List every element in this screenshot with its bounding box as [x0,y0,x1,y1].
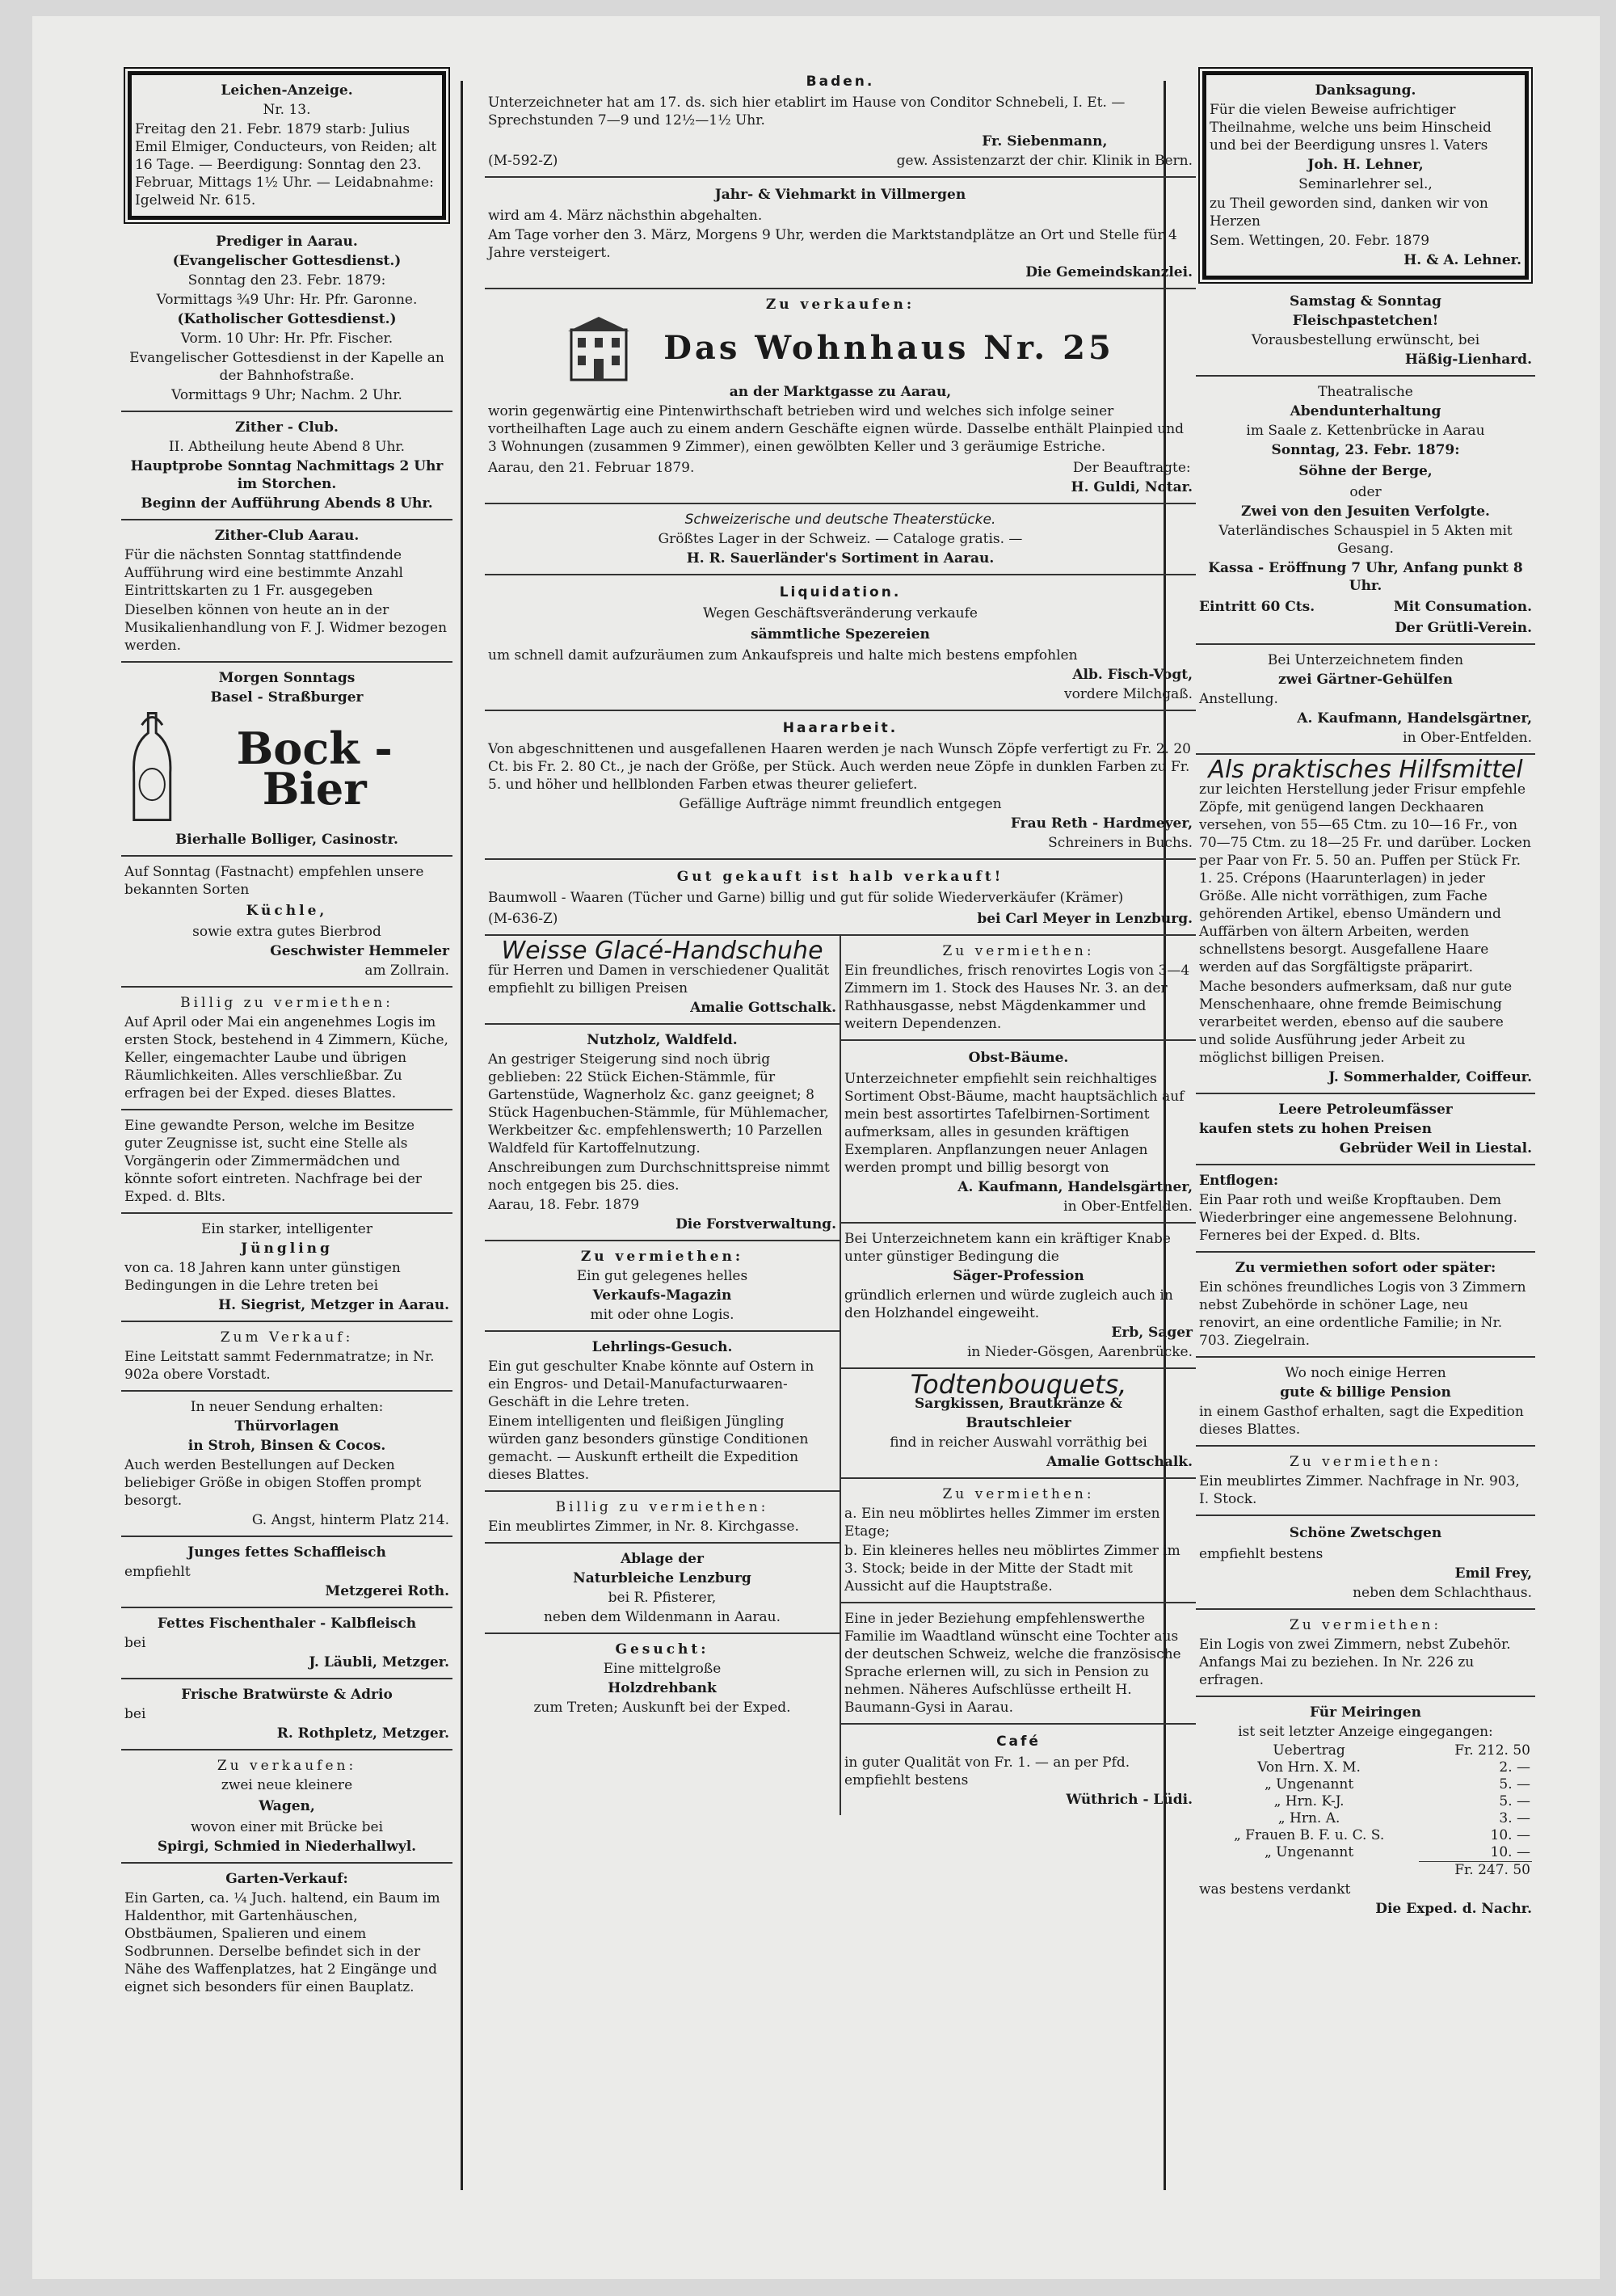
ad-bratwuerste [121,1679,452,1750]
ad-date: Sem. Wettingen, 20. Febr. 1879 [1210,233,1430,249]
ad-title: Weisse Glacé-Handschuhe [501,937,823,965]
ad-signature: Die Gemeindskanzlei. [1025,264,1193,280]
ad-text: find in reicher Auswahl vorräthig bei [890,1434,1147,1451]
ad-title: Fleischpastetchen! [1292,313,1439,329]
ad-date: Aarau, 18. Febr. 1879 [488,1197,640,1213]
ad-title: Entflogen: [1199,1173,1279,1189]
ad-line: H. R. Sauerländer's Sortiment in Aarau. [686,550,995,567]
ad-glace-handschuhe [485,936,840,1025]
ad-title: Jüngling [241,1241,333,1257]
ad-line: Evangelischer Gottesdienst in der Kapelle an der Bahnhofstraße. [129,350,444,384]
center-subcolumn-a [485,936,841,1815]
ad-signature: Amalie Gottschalk. [1046,1454,1193,1470]
ad-text: in guter Qualität von Fr. 1. — an per Pfd. empfiehlt bestens [844,1755,1130,1788]
ad-text: Unterzeichneter empfiehlt sein reichhaltiges Sortiment Obst-Bäume, macht hauptsächlich auf mein best assortirtes Tafelbirnen-Sortiment aufmerksam, alles in gesunden kräftigen Exemplaren. Anpflanzungen neuer Anlagen werden prompt und billig besorgt von [844,1071,1185,1176]
table-cell: Fr. 212. 50 [1454,1742,1530,1759]
ad-garten-verkauf [121,1864,452,2003]
ad-text: zu Theil geworden sind, danken wir von Herzen [1210,196,1488,230]
center-column [485,65,1196,1815]
ad-title: Thürvorlagen [234,1418,339,1434]
ad-fleischpastetchen [1196,286,1535,377]
ad-line: neben dem Wildenmann in Aarau. [543,1609,781,1625]
table-cell: 3. — [1499,1810,1530,1826]
ad-zimmer-903 [1196,1447,1535,1516]
ad-petroleumfaesser [1196,1094,1535,1165]
ad-hilfsmittel [1196,755,1535,1094]
table-cell: „ Hrn. K-J. [1273,1793,1345,1809]
ad-text: Ein Garten, ca. ¼ Juch. haltend, ein Baum im Haldenthor, mit Gartenhäuschen, Obstbäumen, Spalieren und einem Sodbrunnen. Derselbe befindet sich in der Nähe des Waffenplatzes, hat 2 Eingänge und eignet sich besonders für einen Bauplatz. [124,1890,440,1995]
ad-text: Eine in jeder Beziehung empfehlenswerthe Familie im Waadtland wünscht eine Tochter aus der deutschen Schweiz, welche die französische Sprache erlernen will, zu sich in Pension zu nehmen. Näheres Aufschlüsse ertheilt H. Baumann-Gysi in Aarau. [844,1611,1181,1716]
table-cell: 5. — [1499,1776,1530,1793]
ad-title: Schöne Zwetschgen [1289,1525,1442,1541]
ad-text: für Herren und Damen in verschiedener Qualität empfiehlt zu billigen Preisen [488,963,830,996]
ad-line: Metzgerei Roth. [325,1583,449,1599]
ad-title: Nutzholz, Waldfeld. [587,1032,738,1048]
ad-line: bei [124,1635,146,1651]
ad-line: Mit Consumation. [1393,599,1532,615]
ad-line: gew. Assistenzarzt der chir. Klinik in Bern. [896,153,1193,169]
ad-line: Hauptprobe Sonntag Nachmittags 2 Uhr im Storchen. [130,458,444,492]
ad-bock-bier [121,663,452,857]
ad-text: Eine gewandte Person, welche im Besitze guter Zeugnisse ist, sucht eine Stelle als Vorgängerin oder Zimmermädchen und könnte sofort eintreten. Nachfrage bei der Exped. d. Blts. [124,1118,422,1205]
ad-text: Ein gut geschulter Knabe könnte auf Ostern in ein Engros- und Detail-Manufacturwaaren-Geschäft in die Lehre treten. [488,1359,814,1410]
ad-title: Bock - Bier [236,723,393,815]
ad-text: Ein meublirtes Zimmer. Nachfrage in Nr. 903, I. Stock. [1199,1473,1520,1507]
ad-danksagung [1202,71,1529,280]
ad-line: Vormittags ¾9 Uhr: Hr. Pfr. Garonne. [156,292,418,308]
ad-naturbleiche [485,1544,840,1634]
ad-code: (M-592-Z) [488,153,558,169]
table-row [1199,1776,1532,1793]
ad-line: zwei neue kleinere [221,1777,353,1793]
ad-verkaufs-magazin [485,1241,840,1332]
ad-subtitle: Nr. 13. [263,102,311,118]
ad-signature: J. Sommerhalder, Coiffeur. [1328,1069,1532,1085]
ad-title: Verkaufs-Magazin [592,1287,732,1304]
ad-text: b. Ein kleineres helles neu möblirtes Zimmer im 3. Stock; beide in der Mitte der Stadt mit Aussicht auf die Hauptstraße. [844,1543,1180,1595]
ad-line: vordere Milchgaß. [1063,686,1193,702]
ad-line: Gesucht: [615,1641,709,1658]
ad-line: kaufen stets zu hohen Preisen [1199,1121,1432,1137]
ad-line: Kassa - Eröffnung 7 Uhr, Anfang punkt 8 Uhr. [1208,560,1523,594]
ad-line: sämmtliche Spezereien [751,626,930,642]
ad-title: Zu vermiethen: [1289,1617,1442,1633]
ad-text: Bei Unterzeichnetem kann ein kräftiger Knabe unter günstiger Bedingung die [844,1231,1171,1265]
ad-text: Ein Paar roth und weiße Kropftauben. Dem Wiederbringer eine angemessene Belohnung. Ferneres bei der Exped. d. Blts. [1199,1192,1517,1244]
ad-line: Basel - Straßburger [210,689,364,706]
ad-text: Für die vielen Beweise aufrichtiger Theilnahme, welche uns beim Hinscheid und bei der Beerdigung unsres l. Vaters [1210,102,1492,154]
ad-line: (Katholischer Gottesdienst.) [177,311,397,327]
ad-line: Theatralische [1318,384,1413,400]
ad-date: Aarau, den 21. Februar 1879. [488,460,695,476]
ad-text: Unterzeichneter hat am 17. ds. sich hier etablirt im Hause von Conditor Schnebeli, I. Et. — Sprechstunden 7—9 und 12½—1½ Uhr. [488,95,1126,128]
ad-juengling [121,1214,452,1322]
ad-text: Baumwoll - Waaren (Tücher und Garne) billig und gut für solide Wiederverkäufer (Krämer) [488,890,1124,906]
ad-title: Schweizerische und deutsche Theaterstücke. [684,512,996,528]
ad-signature: Häßig-Lienhard. [1404,352,1532,368]
ad-title: Haararbeit. [782,720,898,736]
ad-line: was bestens verdankt [1199,1881,1351,1898]
ad-line: ist seit letzter Anzeige eingegangen: [1238,1724,1493,1740]
ad-line: Zu vermiethen: [580,1249,744,1265]
ad-cafe [841,1725,1196,1815]
ad-line: bei [124,1706,146,1722]
ad-text: Einem intelligenten und fleißigen Jüngling würden ganz besonders günstige Conditionen gemacht. — Auskunft ertheilt die Expedition dieses Blattes. [488,1413,809,1483]
ad-person [121,1110,452,1214]
ad-line: an der Marktgasse zu Aarau, [729,384,952,400]
ad-signature: H. & A. Lehner. [1403,252,1521,268]
ad-signature: Erb, Sager [1111,1325,1193,1341]
ad-abendunterhaltung [1196,377,1535,645]
ad-line: Eine mittelgroße [603,1661,722,1677]
ad-line: Sonntag, 23. Febr. 1879: [1271,442,1460,458]
ad-text: Auf Sonntag (Fastnacht) empfehlen unsere bekannten Sorten [124,864,424,898]
ad-title: Gut gekauft ist halb verkauft! [676,869,1004,885]
ad-line: empfiehlt [124,1564,191,1580]
ad-text: An gestriger Steigerung sind noch übrig geblieben: 22 Stück Eichen-Stämmle, für Gartenstüde, Wagnerholz &c. ganz geeignet; 8 Stück Hagenbuchen-Stämmle, für Mühlemacher, Werkbeitzer &c. empfehlenswerth; 10 Parzellen Waldfeld für Kartoffelnutzung. [488,1051,829,1156]
ad-line: Vormittags 9 Uhr; Nachm. 2 Uhr. [171,387,402,403]
ad-title: Danksagung. [1315,82,1416,99]
ad-signature: Wüthrich - Lüdi. [1066,1792,1193,1808]
ad-text: Auch werden Bestellungen auf Decken beliebiger Größe in obigen Stoffen prompt besorgt. [124,1457,422,1509]
ad-line: (Evangelischer Gottesdienst.) [172,253,402,269]
table-row [1199,1742,1532,1759]
ad-title: Küchle, [246,903,328,919]
ad-zither-club [121,412,452,520]
table-cell [1199,1862,1419,1880]
ad-line: Anstellung. [1199,691,1278,707]
ad-text: in einem Gasthof erhalten, sagt die Expedition dieses Blattes. [1199,1404,1524,1438]
ad-text: a. Ein neu möblirtes helles Zimmer im ersten Etage; [844,1506,1160,1540]
ad-line: Schreiners in Buchs. [1048,835,1193,851]
ad-title: Zu vermiethen sofort oder später: [1235,1260,1496,1276]
ad-line: II. Abtheilung heute Abend 8 Uhr. [168,439,406,455]
ad-text: Ein freundliches, frisch renovirtes Logis von 3—4 Zimmern im 1. Stock des Hauses Nr. 3. an der Rathhausgasse, nebst Mägdenkammer und weitern Dependenzen. [844,963,1190,1032]
ad-theaterstuecke [485,504,1196,575]
ad-zimmer-a-b [841,1479,1196,1603]
ad-line: Zu verkaufen: [217,1758,357,1774]
ad-line: wird am 4. März nächsthin abgehalten. [488,208,763,224]
ad-text: um schnell damit aufzuräumen zum Ankaufspreis und halte mich bestens empfohlen [488,647,1078,664]
ad-text: Ein Logis von zwei Zimmern, nebst Zubehör. Anfangs Mai zu beziehen. In Nr. 226 zu erfragen. [1199,1637,1511,1688]
table-cell: 10. — [1490,1844,1530,1860]
ad-title: Zum Verkauf: [220,1329,354,1346]
ad-text: gründlich erlernen und würde zugleich auch in den Holzhandel eingeweiht. [844,1287,1173,1321]
ad-schaffleisch [121,1537,452,1608]
ad-baden [485,65,1196,178]
ad-title: Zither - Club. [235,419,339,436]
ad-line: in Ober-Entfelden. [1403,730,1532,746]
ad-title: Prediger in Aarau. [216,234,358,250]
ad-title: Abendunterhaltung [1290,403,1441,419]
ad-line: Bierhalle Bolliger, Casinostr. [175,832,398,848]
table-cell: 2. — [1499,1759,1530,1776]
ad-title: Zu vermiethen: [942,943,1095,959]
ad-line: zum Treten; Auskunft bei der Exped. [533,1700,791,1716]
ad-gaertner-gehuelfen [1196,645,1535,755]
ad-line: in Nieder-Gösgen, Aarenbrücke. [966,1344,1193,1360]
ad-line: empfiehlt bestens [1199,1546,1324,1562]
column-rule [461,81,463,2190]
ad-line: J. Läubli, Metzger. [309,1654,449,1670]
table-cell: Fr. 247. 50 [1419,1862,1532,1880]
ad-todtenbouquets [841,1369,1196,1479]
ad-line: H. Siegrist, Metzger in Aarau. [218,1297,449,1313]
ad-title: Todtenbouquets, [910,1369,1127,1400]
ad-title: Säger-Profession [953,1268,1084,1284]
ad-zum-verkauf [121,1322,452,1392]
ad-title: Naturbleiche Lenzburg [573,1570,751,1586]
ad-signature: Frau Reth - Hardmeyer, [1010,815,1193,832]
ad-line: sowie extra gutes Bierbrod [192,924,381,940]
ad-title: Obst-Bäume. [968,1050,1069,1066]
ad-title: Für Meiringen [1310,1704,1421,1721]
ad-text: Auf April oder Mai ein angenehmes Logis im ersten Stock, bestehend in 4 Zimmern, Küche, Keller, eingemachter Laube und übrigen Räumlichkeiten. Alles verschließbar. Zu erfragen bei der Exped. dieses Blattes. [124,1014,448,1102]
ad-line: R. Rothpletz, Metzger. [276,1725,449,1742]
ad-line: Sargkissen, Brautkränze & [915,1396,1122,1412]
ad-saeger-profession [841,1224,1196,1369]
ad-signature: Alb. Fisch-Vogt, [1072,667,1193,683]
ad-wagen [121,1750,452,1864]
ad-line: oder [1349,484,1382,500]
ad-signature: A. Kaufmann, Handelsgärtner, [957,1179,1193,1195]
ad-title: Das Wohnhaus Nr. 25 [663,329,1114,367]
ad-line: Bei Unterzeichnetem finden [1267,652,1464,668]
house-icon [566,315,631,381]
ad-line: neben dem Schlachthaus. [1353,1585,1532,1601]
ad-text: Anschreibungen zum Durchschnittspreise nimmt noch entgegen bis 25. dies. [488,1160,830,1194]
ad-title: Holzdrehbank [608,1680,717,1696]
ad-line: Der Beauftragte: [1072,460,1191,476]
ad-signature: Die Forstverwaltung. [675,1216,836,1232]
ad-line: Sonntag den 23. Febr. 1879: [187,272,386,289]
table-cell: „ Ungenannt [1264,1844,1354,1861]
ad-title: Zu vermiethen: [942,1486,1095,1502]
ad-line: Vorm. 10 Uhr: Hr. Pfr. Fischer. [180,331,393,347]
ad-text: Von abgeschnittenen und ausgefallenen Haaren werden je nach Wunsch Zöpfe verfertigt zu Fr. 2. 20 Ct. bis Fr. 2. 80 Ct., je nach der Größe, per Stück. Auch werden neue Zöpfe in dunklen Farben zu Fr. 5. und höher und hellblonden Farben etwas theurer geliefert. [488,741,1191,793]
ad-line: bei R. Pfisterer, [608,1590,717,1606]
ad-line: Morgen Sonntags [218,670,356,686]
ad-tochter-waadtland [841,1603,1196,1725]
table-cell: 10. — [1490,1827,1530,1843]
ad-pension [1196,1358,1535,1447]
ad-title: Junges fettes Schaffleisch [187,1544,386,1561]
ad-text: Freitag den 21. Febr. 1879 starb: Julius Emil Elmiger, Conducteurs, von Reiden; alt 16 Tage. — Beerdigung: Sonntag den 23. Februar, Mittags 1½ Uhr. — Leidabnahme: Igelweid Nr. 615. [135,121,437,209]
ad-line: Wegen Geschäftsveränderung verkaufe [703,605,978,621]
ad-title: Zu vermiethen: [1289,1454,1442,1470]
ad-signature: H. Guldi, Notar. [1071,479,1193,495]
ad-line: Joh. H. Lehner, [1307,157,1424,173]
table-row [1199,1810,1532,1827]
table-row [1199,1844,1532,1862]
ad-line: im Saale z. Kettenbrücke in Aarau [1246,423,1485,439]
ad-viehmarkt [485,178,1196,289]
ad-logis-226 [1196,1610,1535,1697]
table-row [1199,1827,1532,1844]
ad-gut-gekauft [485,860,1196,936]
right-column [1196,65,1535,1924]
ad-title: Billig zu vermiethen: [555,1499,769,1515]
donation-table [1199,1742,1532,1879]
ad-text: Eine Leitstatt sammt Federnmatratze; in Nr. 902a obere Vorstadt. [124,1349,435,1383]
ad-line: Zu verkaufen: [765,297,915,313]
ad-thuervorlagen [121,1392,452,1537]
ad-signature: Gebrüder Weil in Liestal. [1339,1140,1532,1156]
ad-title: gute & billige Pension [1280,1384,1451,1401]
beer-bottle-icon [124,708,179,829]
ad-line: Ablage der [621,1551,704,1567]
ad-logis-ziegelrain [1196,1253,1535,1358]
ad-text: Am Tage vorher den 3. März, Morgens 9 Uhr, werden die Marktstandplätze an Ort und Stelle für 4 Jahre versteigert. [488,227,1177,261]
ad-text: Ein meublirtes Zimmer, in Nr. 8. Kirchgasse. [488,1519,799,1535]
ad-line: in Stroh, Binsen & Cocos. [187,1438,386,1454]
ad-code: (M-636-Z) [488,911,558,927]
ad-kalbfleisch [121,1608,452,1679]
ad-wohnhaus [485,289,1196,504]
ad-line: mit oder ohne Logis. [590,1307,734,1323]
table-row [1199,1759,1532,1776]
ad-text: wovon einer mit Brücke bei [190,1819,384,1835]
ad-line: Ein starker, intelligenter [201,1221,372,1237]
ad-line: Zwei von den Jesuiten Verfolgte. [1241,503,1490,520]
ad-title: Liquidation. [779,584,902,600]
newspaper-page [32,16,1600,2279]
ad-line: Spirgi, Schmied in Niederhallwyl. [157,1839,417,1855]
ad-line: Seminarlehrer sel., [1298,176,1433,192]
ad-kuechle [121,857,452,988]
ad-nutzholz [485,1025,840,1241]
ad-text: Für die nächsten Sonntag stattfindende Aufführung wird eine bestimmte Anzahl Eintrittskarten zu 1 Fr. ausgegeben [124,547,403,599]
ad-signature: Die Exped. d. Nachr. [1375,1901,1532,1917]
table-cell: „ Frauen B. F. u. C. S. [1233,1827,1385,1843]
table-row [1199,1793,1532,1810]
table-cell: Von Hrn. X. M. [1257,1759,1361,1776]
ad-text: Mache besonders aufmerksam, daß nur gute Menschenhaare, ohne fremde Beimischung verarbeitet werden, ebenso auf die saubere und solide Ausführung jeder Arbeit zu möglichst billigen Preisen. [1199,979,1513,1066]
ad-logis-rathhausgasse [841,936,1196,1041]
ad-holzdrehbank [485,1634,840,1723]
ad-text: worin gegenwärtig eine Pintenwirthschaft betrieben wird und welches sich infolge seiner vortheilhaften Lage auch zu einem andern Geschäfte eignen würde. Dasselbe enthält Plainpied und 3 Wohnungen (zusammen 9 Zimmer), einen gewölbten Keller und 3 geräumige Estriche. [488,403,1185,455]
left-column [121,65,452,2003]
ad-title: Lehrlings-Gesuch. [591,1339,733,1355]
ad-title: Wagen, [259,1798,315,1814]
ad-line: Gefällige Aufträge nimmt freundlich entgegen [679,796,1002,812]
ad-title: Leere Petroleumfässer [1278,1102,1453,1118]
ad-meiringen [1196,1697,1535,1924]
ad-signature: Amalie Gottschalk. [690,1000,836,1016]
ad-title: zwei Gärtner-Gehülfen [1277,672,1453,688]
ad-text: Dieselben können von heute an in der Musikalienhandlung von F. J. Widmer bezogen werden. [124,602,448,654]
table-cell: „ Ungenannt [1264,1776,1354,1793]
ad-title: Billig zu vermiethen: [180,995,393,1011]
table-cell: „ Hrn. A. [1277,1810,1340,1826]
ad-line: Vorausbestellung erwünscht, bei [1251,332,1480,348]
ad-vermieten [121,988,452,1110]
ad-line: Eintritt 60 Cts. [1199,599,1315,615]
ad-title: Fettes Fischenthaler - Kalbfleisch [157,1616,417,1632]
ad-haararbeit [485,711,1196,860]
ad-entflogen [1196,1165,1535,1253]
table-row [1199,1862,1532,1880]
ad-line: am Zollrain. [364,963,449,979]
ad-title: Leichen-Anzeige. [221,82,353,99]
ad-title: Baden. [806,74,875,90]
ad-leichen-anzeige [128,71,446,220]
ad-meublirtes-zimmer [485,1492,840,1544]
ad-line: In neuer Sendung erhalten: [190,1399,384,1415]
ad-title: Frische Bratwürste & Adrio [181,1687,393,1703]
center-subcolumns [485,936,1196,1815]
center-subcolumn-b [841,936,1196,1815]
ad-signature: A. Kaufmann, Handelsgärtner, [1297,710,1532,727]
ad-line: Beginn der Aufführung Abends 8 Uhr. [141,495,433,512]
ad-title: Söhne der Berge, [1298,463,1433,479]
ad-line: Ein gut gelegenes helles [576,1268,748,1284]
ad-lehrlings-gesuch [485,1332,840,1492]
ad-line: Größtes Lager in der Schweiz. — Cataloge gratis. — [658,531,1023,547]
ad-line: in Ober-Entfelden. [1063,1199,1193,1215]
table-cell: Uebertrag [1273,1742,1345,1759]
ad-line: Geschwister Hemmeler [270,943,449,959]
ad-line: Samstag & Sonntag [1290,293,1441,310]
ad-line: G. Angst, hinterm Platz 214. [251,1512,449,1528]
ad-zwetschgen [1196,1516,1535,1610]
table-cell: 5. — [1499,1793,1530,1809]
ad-title: Café [996,1734,1041,1750]
ad-signature: Fr. Siebenmann, [982,133,1108,150]
ad-obst-baeume [841,1041,1196,1224]
ad-title: Garten-Verkauf: [225,1871,348,1887]
ad-prediger [121,226,452,412]
ad-title: Als praktisches Hilfsmittel [1208,756,1523,784]
ad-title: Jahr- & Viehmarkt in Villmergen [714,187,966,203]
ad-text: Ein schönes freundliches Logis von 3 Zimmern nebst Zubehörde in schöner Lage, neu renovirt, an eine ordentliche Familie; in Nr. 703. Ziegelrain. [1199,1279,1526,1349]
ad-signature: Der Grütli-Verein. [1395,620,1532,636]
ad-signature: Emil Frey, [1454,1565,1532,1582]
ad-text: von ca. 18 Jahren kann unter günstigen Bedingungen in die Lehre treten bei [124,1260,401,1294]
ad-text: zur leichten Herstellung jeder Frisur empfehle Zöpfe, mit genügend langen Deckhaaren versehen, von 55—65 Ctm. zu 10—16 Fr., von 70—75 Ctm. zu 18—25 Fr. und darüber. Locken per Paar von Fr. 5. 50 an. Puffen per Stück Fr. 1. 25. Crépons (Haarunterlagen) in jeder Größe. Alle nicht vorräthigen, zum Fache gehörenden Artikel, ebenso Umändern und Auffärben von ältern Arbeiten, werden schnellstens besorgt. Ausgefallene Haare werden auf das Sorgfältigste präparirt. [1199,781,1531,975]
ad-line: Wo noch einige Herren [1285,1365,1446,1381]
ad-zither-club-aarau [121,520,452,663]
ad-signature: bei Carl Meyer in Lenzburg. [977,911,1193,927]
ad-line: Brautschleier [966,1415,1071,1431]
ad-liquidation [485,575,1196,711]
ad-title: Zither-Club Aarau. [214,528,360,544]
ad-line: Vaterländisches Schauspiel in 5 Akten mit Gesang. [1218,523,1513,557]
